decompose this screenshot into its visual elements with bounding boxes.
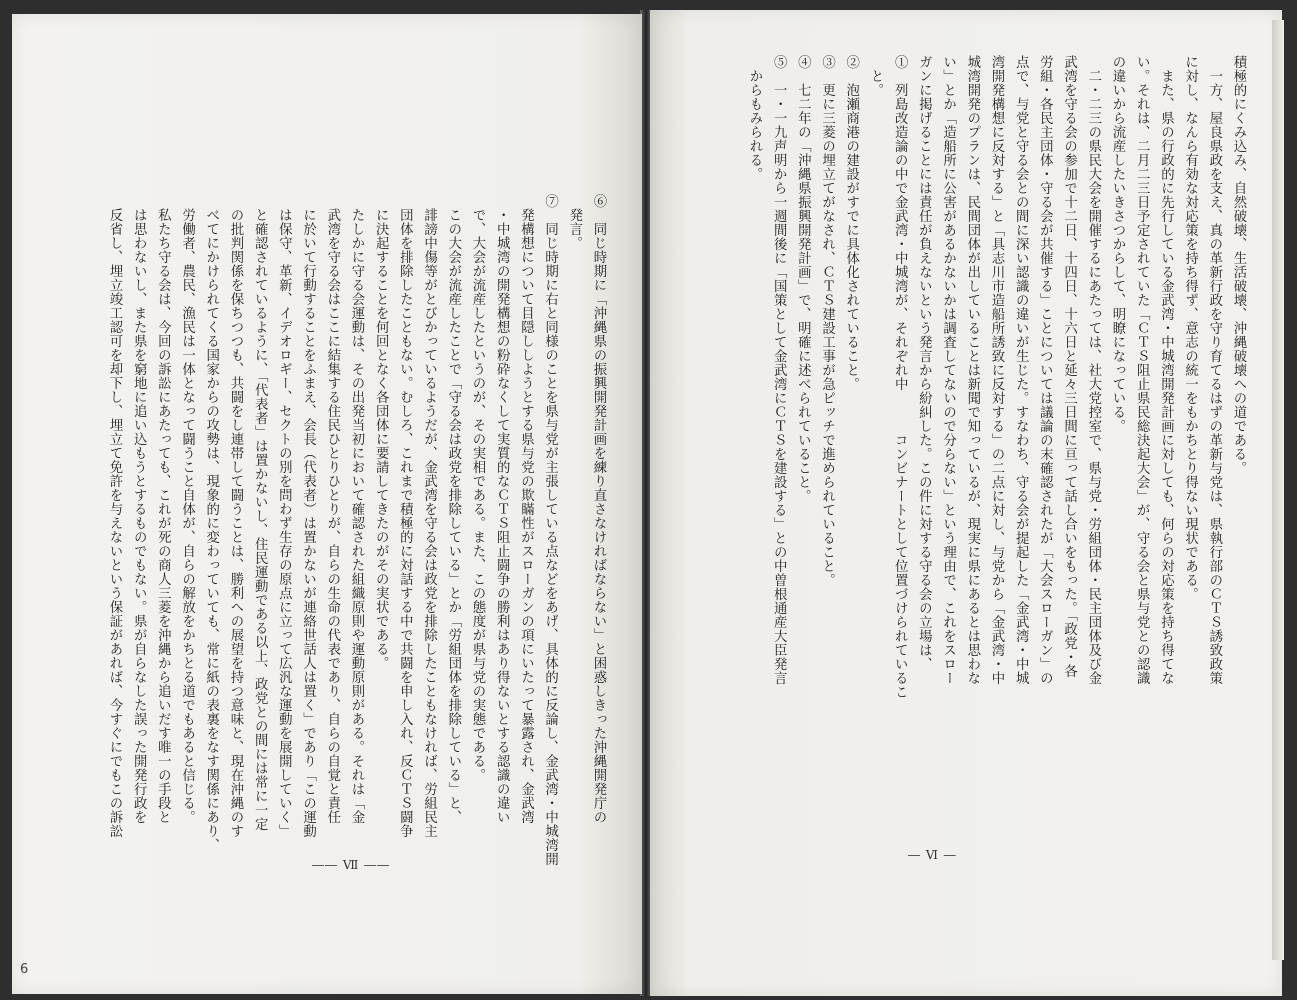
right-text-line: 積極的にくみ込み、自然破壊、生活破壊、沖縄破壊への道である。 — [1231, 55, 1246, 475]
left-text-line: ⑥ 同じ時期に「沖縄県の振興開発計画を練り直さなければならない」と困惑しきった沖縄開発庁の — [591, 194, 606, 824]
left-text-line: 私たち守る会は、今回の訴訟にあたっても、これが死の商人三菱を沖縄から追いだす唯一の手段と — [155, 194, 171, 824]
left-text-line: に決起することを何回となく各団体に要請してきたのがその実状である。 — [373, 194, 389, 670]
left-text-line: 武湾を守る会はここに結集する住民ひとりひとりが、自らの生命の代表であり、自らの自覚と責任 — [324, 194, 340, 824]
right-text-line: 武湾を守る会の参加で十二日、十四日、十六日と延々三日間に亘って話し合いをもった。「政党・各 — [1061, 55, 1077, 679]
right-text-line: また、県の行政的に先行している金武湾・中城湾開発計画に対しても、何らの対応策を持ち得てな — [1158, 55, 1174, 685]
left-text-line: 発構想について目隠ししようとする県与党の欺瞞性がスローガンの項にいたって暴露され、金武湾 — [518, 194, 534, 824]
right-text-line: ガンに掲げることには責任が負えないという発言から紛糾した。この件に対する守る会の立場は、 — [916, 55, 932, 671]
left-text-line: べてにかけられてくる国家からの攻勢は、現象的に変わっていても、常に紙の表裏をなす関係にあり、 — [203, 194, 219, 852]
right-text-line: 城湾開発のプランは、民間団体が出していることは新聞で知っているが、現実に県にあるとは思わな — [964, 55, 980, 685]
left-text-line: 団体を排除したこともない。むしろ、これまで積極的に対話する中で共闘を申し入れ、反ＣＴＳ闘争 — [397, 194, 413, 838]
right-text-line: と。 — [867, 55, 883, 97]
right-text-line: ③ 更に三菱の埋立てがなされ、ＣＴＳ建設工事が急ピッチで進められていること。 — [819, 55, 835, 587]
left-text-line: は思わないし、また県を窮地に追い込もうとするものでもない。県が自らなした誤った開発行政を — [131, 194, 147, 824]
right-text-line: 二・二三の県民大会を開催するにあたっては、社大党控室で、県与党・労組団体・民主団体及び金 — [1085, 55, 1101, 685]
right-text-line: に対し、なんら有効な対応策を持ち得ず、意志の統一をもかちとり得ない現状である。 — [1182, 55, 1198, 601]
right-page — [650, 10, 1282, 996]
right-text-line: い」とか「造船所に公害があるかないかは調査してないので分らない」という理由で、これをスロー — [940, 55, 956, 685]
left-text-line: で、大会が流産したというのが、その実相である。また、この態度が県与党の実態である。 — [469, 194, 485, 782]
left-text-line: この大会が流産したことで「守る会は政党を排除している」とか「労組団体を排除している」と、 — [445, 194, 461, 824]
right-text-line: ⑤ 一・一九声明から一週間後に「国策として金武湾にＣＴＳを建設する」との中曽根通産大臣発言 — [771, 55, 787, 685]
left-text-line: 反省し、埋立竣工認可を却下し、埋立て免許を与えないという保証があれば、今すぐにでもこの訴訟 — [106, 194, 122, 838]
right-text-line: い。それは、二月二三日予定されていた「ＣＴＳ阻止県民総決起大会」が、守る会と県与党との認識 — [1134, 55, 1150, 685]
left-text-line: たしかに守る会運動は、その出発当初において確認された組織原則や運動原則がある。それは「金 — [348, 194, 364, 824]
left-text-line: 誹謗中傷等がとびかっているようだが、金武湾を守る会は政党を排除したこともなければ、労組民主 — [421, 194, 437, 838]
left-text-line: 労働者、農民、漁民は一体となって闘うこと自体が、自らの解放をかちとる道でもあると信じる。 — [179, 194, 195, 824]
right-text-line: 湾開発構想に反対する」と「具志川市造船所誘致に反対する」の二点に対し、与党から「金武湾・中 — [988, 55, 1004, 685]
left-text-line: と確認されているように、「代表者」は置かないし、住民運動である以上、政党との間には常に一定 — [252, 194, 268, 832]
right-page-text — [742, 55, 1250, 865]
right-page-folio: ― Ⅵ ― — [908, 848, 957, 862]
right-text-line: ② 泡瀬商港の建設がすでに具体化されていること。 — [843, 55, 859, 391]
right-text-line: 点で、与党と守る会との間に深い認識の違いが生じた。すなわち、守る会が提起した「金武湾・中城 — [1013, 55, 1029, 685]
left-page — [12, 14, 642, 994]
left-text-line: は保守、革新、イデオロギー、セクトの別を問わず生存の原点に立って広汎な運動を展開していく」 — [276, 194, 292, 838]
right-text-line: からもみられる。 — [746, 55, 762, 181]
left-text-line: ・中城湾の開発構想の粉砕なくして実質的なＣＴＳ阻止闘争の勝利はあり得ないとする認識の違い — [494, 194, 510, 824]
right-text-line: 労組・各民主団体・守る会が共催する」ことについては議論の末確認されたが「大会スローガン」の — [1037, 55, 1053, 685]
left-page-text — [102, 194, 610, 874]
left-text-line: 発言。 — [566, 194, 582, 250]
left-text-line: の批判関係を保ちつつも、共闘をし連帯して闘うことは、勝利への展望を持つ意味と、現在沖縄のす — [227, 194, 243, 838]
left-text-line: ⑦ 同じ時期に右と同様のことを県与党が主張している点などをあげ、具体的に反論し、金武湾・中城湾開 — [542, 194, 558, 866]
right-text-line: ④ 七二年の「沖縄県振興開発計画」で、明確に述べられていること。 — [795, 55, 811, 503]
left-page-folio: ―― Ⅶ ―― — [312, 858, 391, 872]
right-text-line: の違いから流産したいきさつからして、明瞭になっている。 — [1109, 55, 1125, 433]
right-text-line: 一方、屋良県政を支え、真の革新行政を守り育てるはずの革新与党は、県執行部のＣＴＳ誘致政策 — [1206, 55, 1222, 685]
left-text-line: に於いて行動することをふまえ、会長（代表者）は置かないが連絡世話人は置く」であり「この運動 — [300, 194, 316, 838]
right-text-line: ① 列島改造論の中で金武湾・中城湾が、それぞれ中 コンビナートとして位置づけられているこ — [892, 55, 908, 699]
page-edge — [1272, 20, 1284, 960]
corner-page-number: 6 — [20, 962, 29, 977]
